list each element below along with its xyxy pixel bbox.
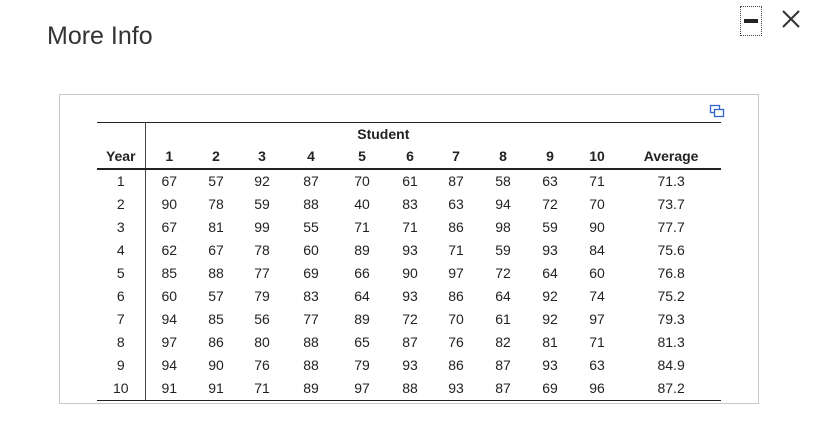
score-cell: 86 xyxy=(208,334,224,350)
score-cell: 71 xyxy=(402,219,418,235)
column-header: 7 xyxy=(433,145,479,169)
average-cell: 87.2 xyxy=(621,377,721,401)
column-header: 8 xyxy=(479,145,527,169)
table-row xyxy=(97,331,721,354)
score-cell: 94 xyxy=(161,357,178,373)
score-cell: 59 xyxy=(495,242,511,258)
score-cell: 60 xyxy=(589,265,605,281)
average-cell: 75.6 xyxy=(657,242,685,258)
score-cell: 97 xyxy=(337,377,387,401)
score-cell: 70 xyxy=(589,196,605,212)
score-cell: 70 xyxy=(448,311,464,327)
score-cell: 93 xyxy=(402,288,418,304)
score-cell: 86 xyxy=(448,288,464,304)
year-cell: 3 xyxy=(97,216,145,239)
score-cell: 62 xyxy=(161,242,178,258)
average-cell: 71.3 xyxy=(657,173,685,189)
score-cell: 91 xyxy=(145,377,193,401)
dialog-title: More Info xyxy=(47,22,153,50)
score-cell: 72 xyxy=(495,265,511,281)
score-cell: 76 xyxy=(254,357,270,373)
table-row xyxy=(97,239,721,262)
score-cell: 78 xyxy=(254,242,270,258)
score-cell: 97 xyxy=(589,311,605,327)
score-cell: 74 xyxy=(589,288,605,304)
year-cell: 7 xyxy=(97,308,145,331)
score-cell: 84 xyxy=(589,242,605,258)
score-cell: 79 xyxy=(254,288,270,304)
close-icon xyxy=(776,4,806,34)
score-cell: 61 xyxy=(402,173,418,189)
score-cell: 89 xyxy=(354,242,370,258)
table-body xyxy=(97,169,721,401)
score-cell: 63 xyxy=(448,196,464,212)
table-row xyxy=(97,193,721,216)
score-cell: 64 xyxy=(542,265,558,281)
score-cell: 67 xyxy=(161,173,178,189)
column-header: Year xyxy=(97,145,145,169)
score-cell: 63 xyxy=(542,173,558,189)
score-cell: 78 xyxy=(208,196,224,212)
table-row xyxy=(97,262,721,285)
score-cell: 67 xyxy=(208,242,224,258)
score-cell: 66 xyxy=(354,265,370,281)
average-cell: 84.9 xyxy=(657,357,685,373)
score-cell: 85 xyxy=(161,265,178,281)
score-cell: 76 xyxy=(448,334,464,350)
close-button[interactable] xyxy=(776,4,806,34)
score-cell: 91 xyxy=(193,377,239,401)
score-cell: 90 xyxy=(208,357,224,373)
student-group-header: Student xyxy=(145,123,621,146)
year-cell: 4 xyxy=(97,239,145,262)
score-cell: 80 xyxy=(254,334,270,350)
score-cell: 71 xyxy=(239,377,285,401)
year-cell: 1 xyxy=(97,169,145,193)
year-cell: 9 xyxy=(97,354,145,377)
score-cell: 86 xyxy=(448,219,464,235)
student-scores-table xyxy=(97,122,721,401)
copy-button[interactable] xyxy=(709,103,725,119)
score-cell: 77 xyxy=(254,265,270,281)
score-cell: 56 xyxy=(254,311,270,327)
column-header: 9 xyxy=(527,145,573,169)
score-cell: 87 xyxy=(402,334,418,350)
score-cell: 94 xyxy=(161,311,178,327)
score-cell: 70 xyxy=(354,173,370,189)
year-cell: 6 xyxy=(97,285,145,308)
table-row xyxy=(97,169,721,193)
score-cell: 89 xyxy=(354,311,370,327)
score-cell: 79 xyxy=(354,357,370,373)
score-cell: 93 xyxy=(402,357,418,373)
year-cell: 5 xyxy=(97,262,145,285)
year-cell: 8 xyxy=(97,331,145,354)
table-row xyxy=(97,216,721,239)
column-header: Average xyxy=(621,145,721,169)
score-cell: 89 xyxy=(285,377,337,401)
group-header-spacer xyxy=(621,123,721,146)
score-cell: 58 xyxy=(495,173,511,189)
table-row xyxy=(97,377,721,401)
score-cell: 81 xyxy=(208,219,224,235)
minimize-button[interactable] xyxy=(740,6,762,36)
score-cell: 88 xyxy=(303,196,319,212)
score-cell: 60 xyxy=(161,288,178,304)
score-cell: 96 xyxy=(573,377,621,401)
table-row xyxy=(97,308,721,331)
score-cell: 86 xyxy=(448,357,464,373)
score-cell: 71 xyxy=(589,173,605,189)
score-cell: 77 xyxy=(303,311,319,327)
score-cell: 92 xyxy=(542,311,558,327)
score-cell: 72 xyxy=(542,196,558,212)
score-cell: 93 xyxy=(402,242,418,258)
score-cell: 87 xyxy=(303,173,319,189)
score-cell: 60 xyxy=(303,242,319,258)
score-cell: 90 xyxy=(402,265,418,281)
average-cell: 77.7 xyxy=(657,219,685,235)
score-cell: 55 xyxy=(303,219,319,235)
column-header-row xyxy=(97,145,721,169)
score-cell: 83 xyxy=(402,196,418,212)
score-cell: 97 xyxy=(161,334,178,350)
score-cell: 64 xyxy=(495,288,511,304)
minimize-icon xyxy=(744,19,758,23)
column-header: 6 xyxy=(387,145,433,169)
score-cell: 98 xyxy=(495,219,511,235)
score-cell: 90 xyxy=(589,219,605,235)
score-cell: 87 xyxy=(448,173,464,189)
score-cell: 88 xyxy=(303,334,319,350)
score-cell: 92 xyxy=(542,288,558,304)
year-cell: 10 xyxy=(97,377,145,401)
table-row xyxy=(97,354,721,377)
score-cell: 57 xyxy=(208,288,224,304)
column-header: 5 xyxy=(337,145,387,169)
score-cell: 59 xyxy=(254,196,270,212)
average-cell: 75.2 xyxy=(657,288,685,304)
score-cell: 65 xyxy=(354,334,370,350)
score-cell: 69 xyxy=(303,265,319,281)
score-cell: 57 xyxy=(208,173,224,189)
score-cell: 71 xyxy=(589,334,605,350)
score-cell: 93 xyxy=(433,377,479,401)
score-cell: 59 xyxy=(542,219,558,235)
copy-icon xyxy=(709,103,725,119)
table-row xyxy=(97,285,721,308)
column-header: 1 xyxy=(145,145,193,169)
score-cell: 93 xyxy=(542,357,558,373)
score-cell: 88 xyxy=(387,377,433,401)
score-cell: 87 xyxy=(495,357,511,373)
score-cell: 64 xyxy=(354,288,370,304)
score-cell: 87 xyxy=(479,377,527,401)
score-cell: 92 xyxy=(254,173,270,189)
score-cell: 61 xyxy=(495,311,511,327)
column-header: 4 xyxy=(285,145,337,169)
column-header: 3 xyxy=(239,145,285,169)
average-cell: 76.8 xyxy=(657,265,685,281)
score-cell: 81 xyxy=(542,334,558,350)
score-cell: 71 xyxy=(448,242,464,258)
year-cell: 2 xyxy=(97,193,145,216)
score-cell: 93 xyxy=(542,242,558,258)
score-cell: 71 xyxy=(354,219,370,235)
score-cell: 40 xyxy=(354,196,370,212)
score-cell: 88 xyxy=(208,265,224,281)
score-cell: 85 xyxy=(208,311,224,327)
score-cell: 63 xyxy=(589,357,605,373)
score-cell: 69 xyxy=(527,377,573,401)
score-cell: 72 xyxy=(402,311,418,327)
score-cell: 67 xyxy=(161,219,178,235)
group-header-row xyxy=(97,123,721,146)
average-cell: 73.7 xyxy=(657,196,685,212)
column-header: 2 xyxy=(193,145,239,169)
score-cell: 99 xyxy=(254,219,270,235)
column-header: 10 xyxy=(573,145,621,169)
score-cell: 88 xyxy=(303,357,319,373)
data-table-container xyxy=(97,122,721,401)
score-cell: 82 xyxy=(495,334,511,350)
score-cell: 97 xyxy=(448,265,464,281)
score-cell: 90 xyxy=(161,196,178,212)
score-cell: 94 xyxy=(495,196,511,212)
average-cell: 79.3 xyxy=(657,311,685,327)
group-header-spacer xyxy=(97,123,145,146)
average-cell: 81.3 xyxy=(657,334,685,350)
score-cell: 83 xyxy=(303,288,319,304)
